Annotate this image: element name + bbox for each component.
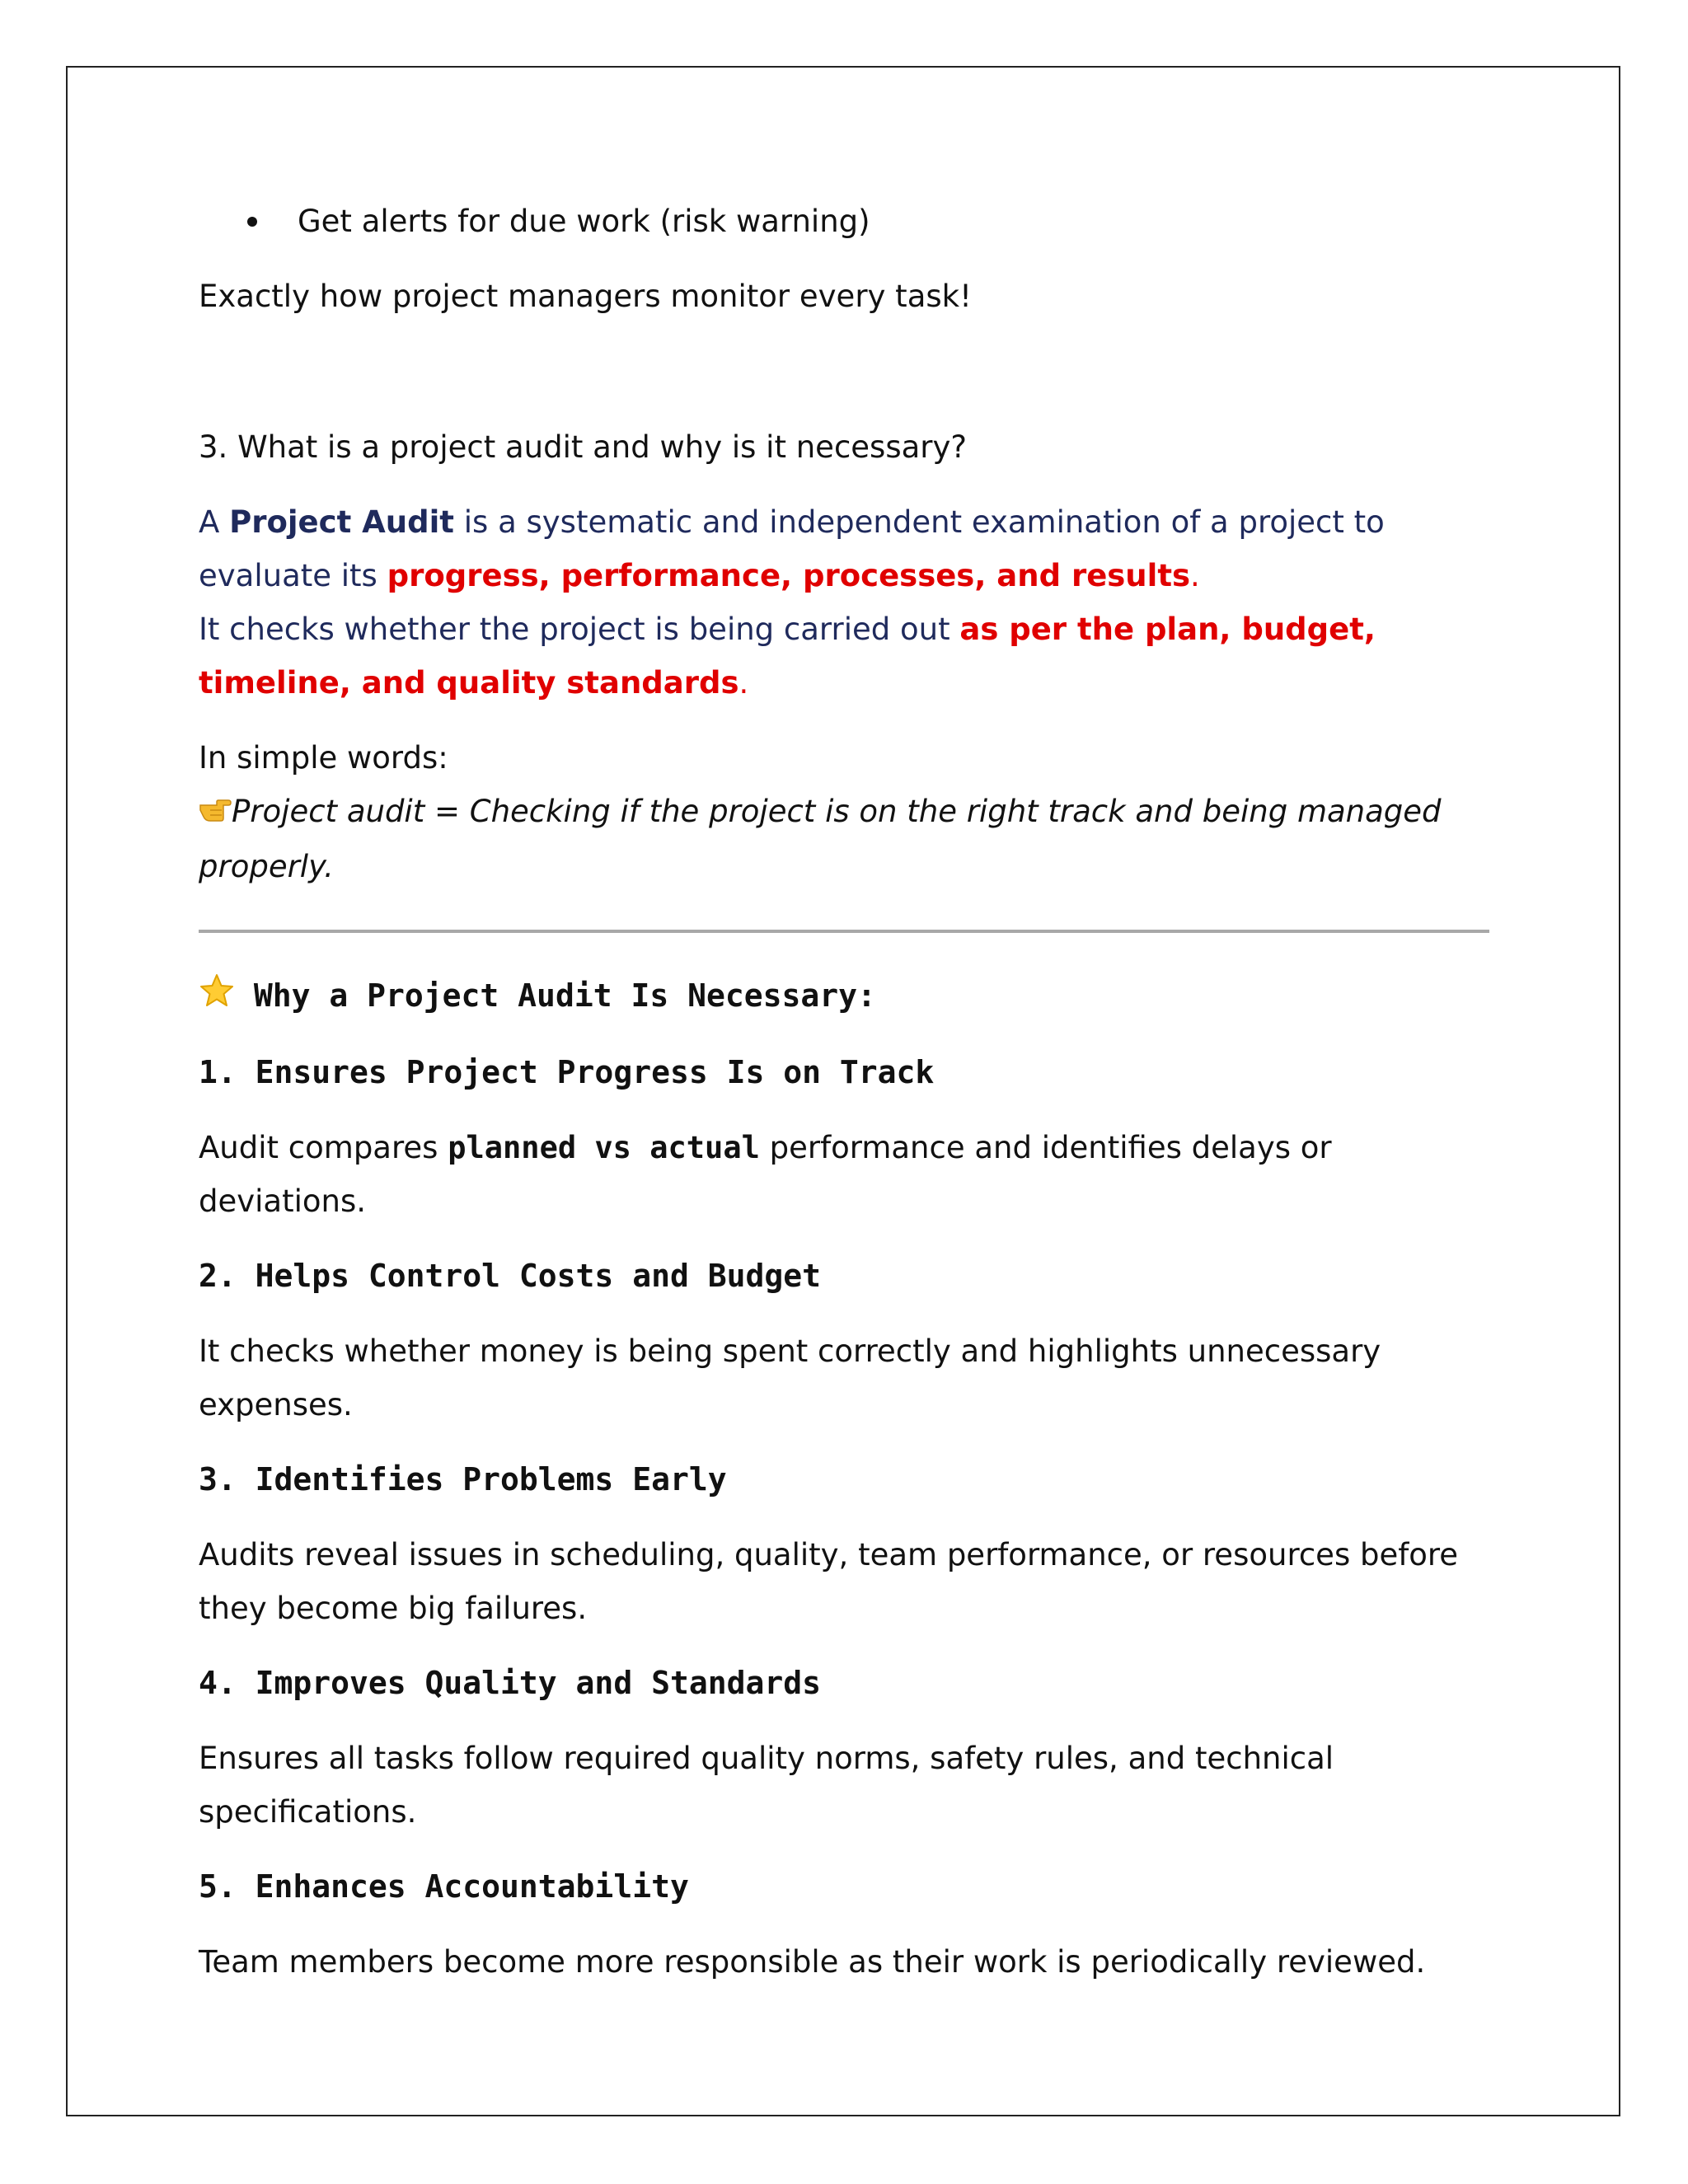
simple-words-paragraph: [199, 731, 1501, 893]
why-section-title: [199, 969, 1501, 1024]
reason-body-4: Ensures all tasks follow required quality norms, safety rules, and technical specifications.: [199, 1741, 1334, 1830]
definition-period: .: [1190, 558, 1200, 593]
document-body: [199, 194, 1501, 1989]
reason-text: Audit compares: [199, 1130, 448, 1165]
horizontal-divider: [199, 930, 1489, 933]
reason-body-5: Team members become more responsible as their work is periodically reviewed.: [199, 1944, 1426, 1980]
reason-text: performance and identifies delays or deviations.: [199, 1130, 1332, 1219]
definition-paragraph: [199, 495, 1501, 710]
why-section-title-text: Why a Project Audit Is Necessary:: [253, 977, 876, 1014]
reason-emphasis: planned vs actual: [448, 1130, 760, 1165]
definition-text: It checks whether the project is being carried out: [199, 612, 960, 647]
reason-heading-5: 5. Enhances Accountability: [199, 1868, 689, 1905]
list-item: [199, 194, 1501, 248]
question-heading: 3. What is a project audit and why is it necessary?: [199, 429, 968, 465]
reason-body-1: [199, 1121, 1501, 1228]
reason-body-3: Audits reveal issues in scheduling, quality, team performance, or resources before they become big failures.: [199, 1537, 1459, 1626]
definition-highlight: progress, performance, processes, and results: [387, 558, 1191, 593]
pointing-hand-icon: [199, 786, 232, 840]
reason-body-2: It checks whether money is being spent correctly and highlights unnecessary expenses.: [199, 1333, 1381, 1422]
star-icon: [199, 971, 235, 1024]
reason-heading-3: 3. Identifies Problems Early: [199, 1461, 727, 1497]
definition-highlight: as per the plan, budget, timeline, and quality standards: [199, 612, 1376, 701]
reason-heading-1: 1. Ensures Project Progress Is on Track: [199, 1054, 935, 1090]
monitor-line: Exactly how project managers monitor every task!: [199, 279, 972, 314]
simple-words-label: In simple words:: [199, 740, 448, 776]
simple-words-text: Project audit = Checking if the project is on the right track and being managed properly.: [199, 794, 1442, 884]
definition-text: A: [199, 504, 230, 540]
reason-heading-4: 4. Improves Quality and Standards: [199, 1665, 821, 1701]
reason-heading-2: 2. Helps Control Costs and Budget: [199, 1258, 821, 1294]
bullet-icon: [247, 217, 257, 227]
bullet-text: Get alerts for due work (risk warning): [298, 204, 870, 239]
definition-term: Project Audit: [229, 504, 454, 540]
definition-period: .: [738, 665, 749, 701]
definition-text: is a systematic and independent examination of a project to evaluate its: [199, 504, 1385, 593]
